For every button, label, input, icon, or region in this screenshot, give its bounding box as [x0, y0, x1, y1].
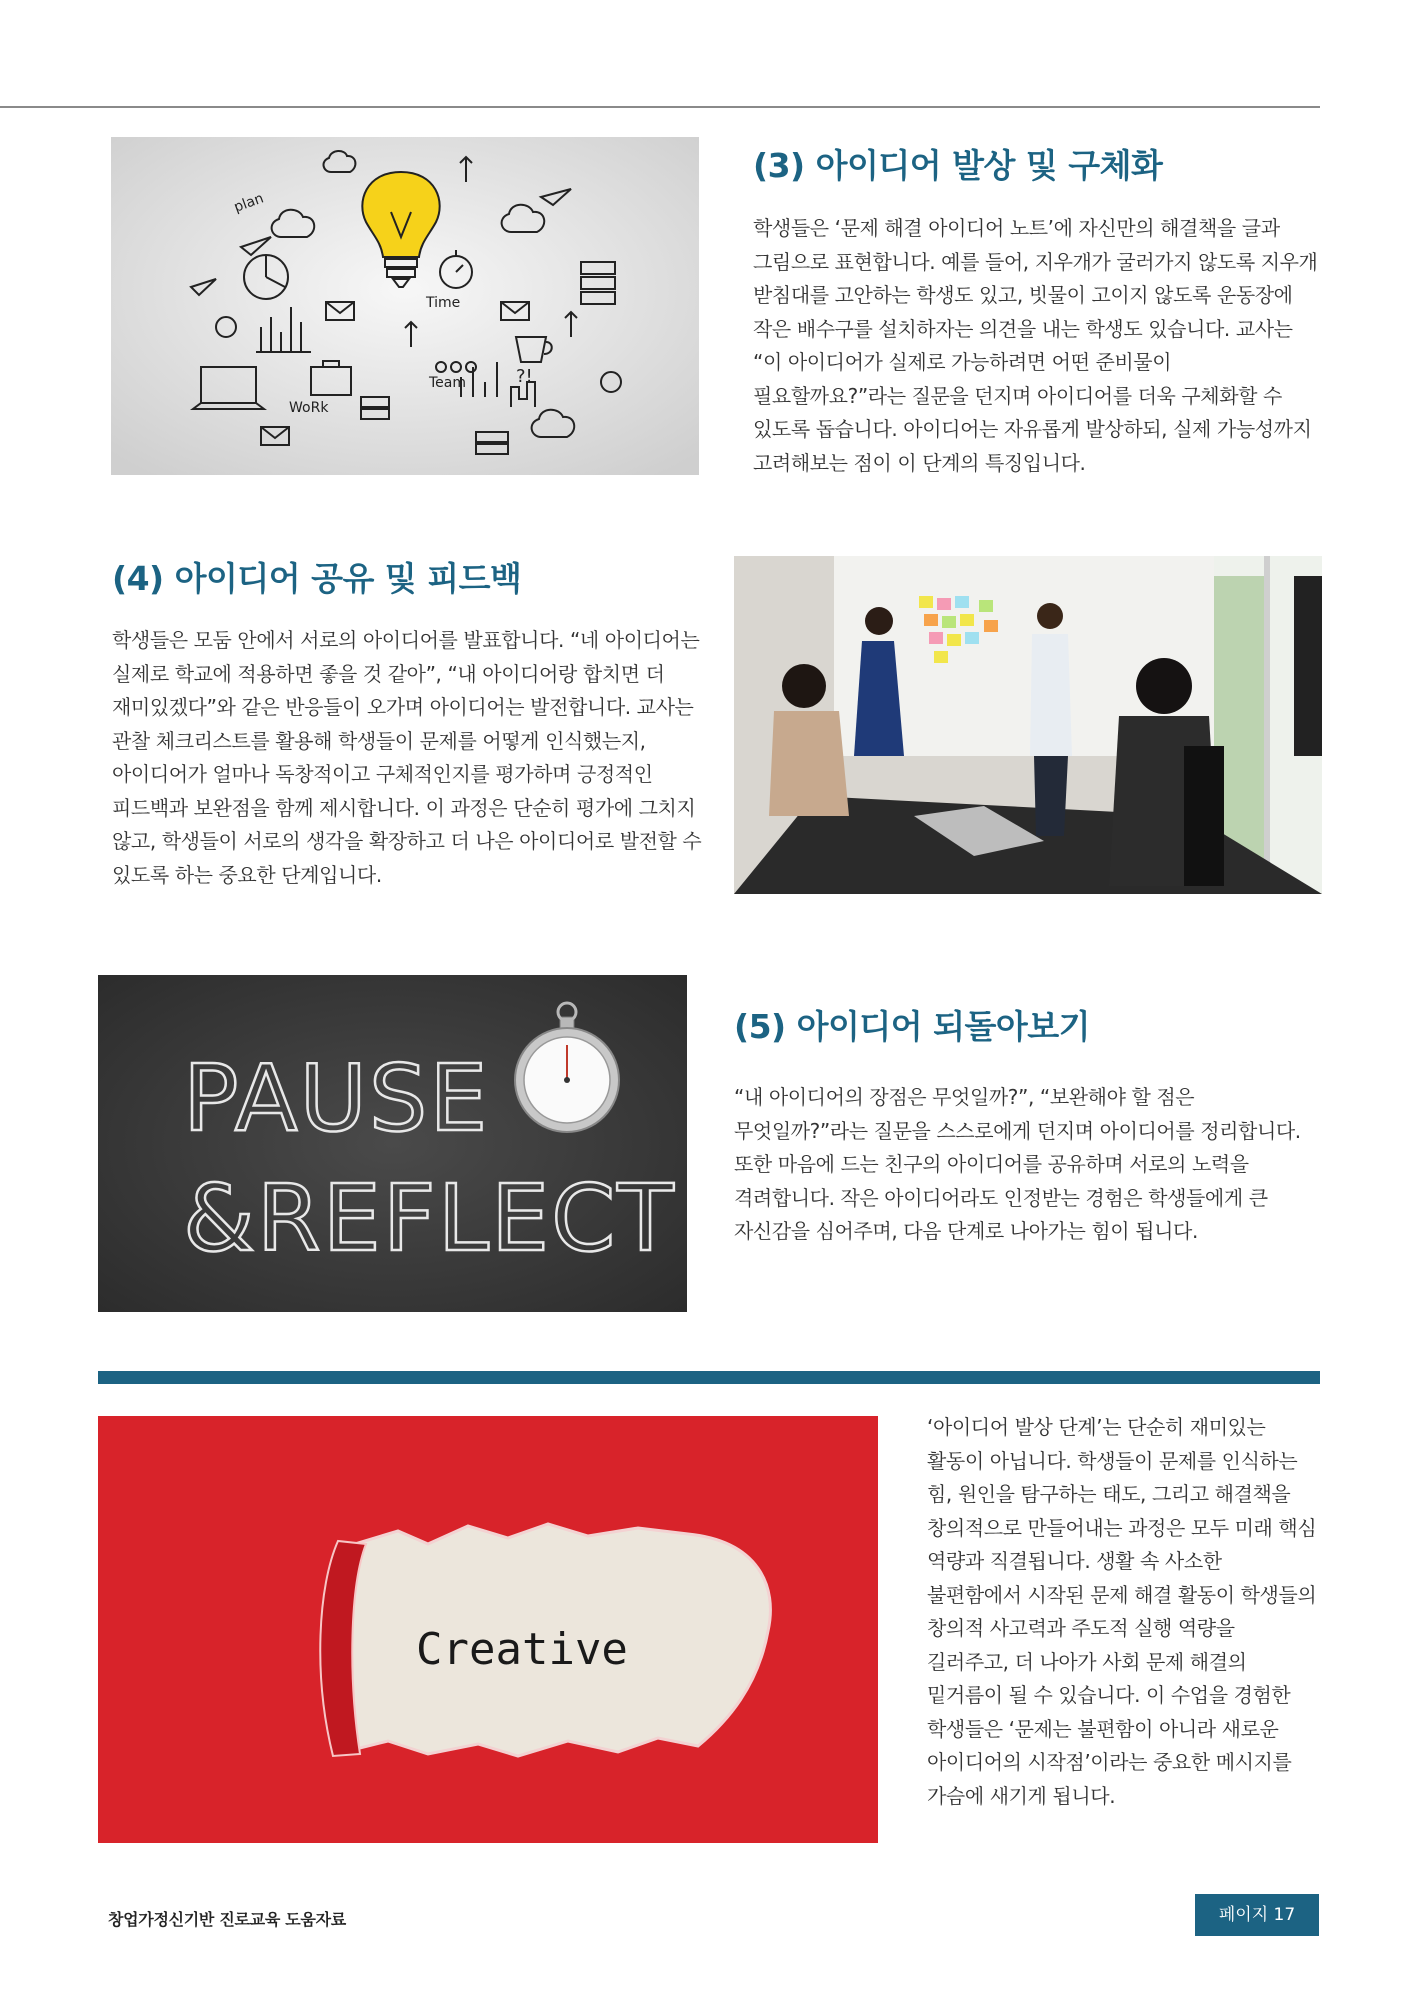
- svg-text:?!: ?!: [516, 366, 533, 387]
- section-5-heading: (5) 아이디어 되돌아보기: [734, 1007, 1091, 1046]
- svg-text:plan: plan: [231, 190, 266, 216]
- page-number-badge: 페이지 17: [1195, 1894, 1319, 1936]
- svg-text:&REFLECT: &REFLECT: [183, 1165, 676, 1272]
- creative-torn-paper-image: [98, 1416, 878, 1843]
- classroom-presentation-photo: [734, 556, 1322, 894]
- pause-reflect-chalkboard-image: [98, 975, 687, 1312]
- section-3-body: 학생들은 ‘문제 해결 아이디어 노트’에 자신만의 해결책을 글과 그림으로 표현합니다. 예를 들어, 지우개가 굴러가지 않도록 지우개 받침대를 고안하는 학생도 있고, 빗물이 고이지 않도록 운동장에 작은 배수구를 설치하자는 의견을 내는 학생도 있습니다. 교사는 “이 아이디어가 실제로 가능하려면 어떤 준비물이 필요할까요?”라는 질문을 던지며 아이디어를 더욱 구체화할 수 있도록 돕습니다. 아이디어는 자유롭게 발상하되, 실제 가능성까지 고려해보는 점이 이 단계의 특징입니다.: [753, 216, 1318, 475]
- section-5-body: “내 아이디어의 장점은 무엇일까?”, “보완해야 할 점은 무엇일까?”라는 질문을 스스로에게 던지며 아이디어를 정리합니다. 또한 마음에 드는 친구의 아이디어를 공유하며 서로의 노력을 격려합니다. 작은 아이디어라도 인정받는 경험은 학생들에게 큰 자신감을 심어주며, 다음 단계로 나아가는 힘이 됩니다.: [734, 1085, 1301, 1243]
- section-4-body: 학생들은 모둠 안에서 서로의 아이디어를 발표합니다. “네 아이디어는 실제로 학교에 적용하면 좋을 것 같아”, “내 아이디어랑 합치면 더 재미있겠다”와 같은 반응들이 오가며 아이디어는 발전합니다. 교사는 관찰 체크리스트를 활용해 학생들이 문제를 어떻게 인식했는지, 아이디어가 얼마나 독창적이고 구체적인지를 평가하며 긍정적인 피드백과 보완점을 함께 제시합니다. 이 과정은 단순히 평가에 그치지 않고, 학생들이 서로의 생각을 확장하고 더 나은 아이디어로 발전할 수 있도록 하는 중요한 단계입니다.: [112, 628, 702, 887]
- svg-text:Team: Team: [429, 375, 467, 391]
- svg-text:PAUSE: PAUSE: [183, 1045, 490, 1152]
- closing-body: ‘아이디어 발상 단계’는 단순히 재미있는 활동이 아닙니다. 학생들이 문제를 인식하는 힘, 원인을 탐구하는 태도, 그리고 해결책을 창의적으로 만들어내는 과정은 모두 미래 핵심 역량과 직결됩니다. 생활 속 사소한 불편함에서 시작된 문제 해결 활동이 학생들의 창의적 사고력과 주도적 실행 역량을 길러주고, 더 나아가 사회 문제 해결의 밑거름이 될 수 있습니다. 이 수업을 경험한 학생들은 ‘문제는 불편함이 아니라 새로운 아이디어의 시작점’이라는 중요한 메시지를 가슴에 새기게 됩니다.: [927, 1415, 1317, 1808]
- svg-text:WoRk: WoRk: [289, 400, 329, 416]
- idea-doodle-image: [111, 137, 699, 475]
- svg-text:Creative: Creative: [416, 1624, 628, 1675]
- footer-title: 창업가정신기반 진로교육 도움자료: [108, 1910, 346, 1929]
- top-rule: [0, 106, 1320, 108]
- section-divider: [98, 1371, 1320, 1384]
- section-4-heading: (4) 아이디어 공유 및 피드백: [112, 559, 522, 598]
- section-3-heading: (3) 아이디어 발상 및 구체화: [753, 146, 1163, 185]
- svg-text:Time: Time: [426, 295, 461, 311]
